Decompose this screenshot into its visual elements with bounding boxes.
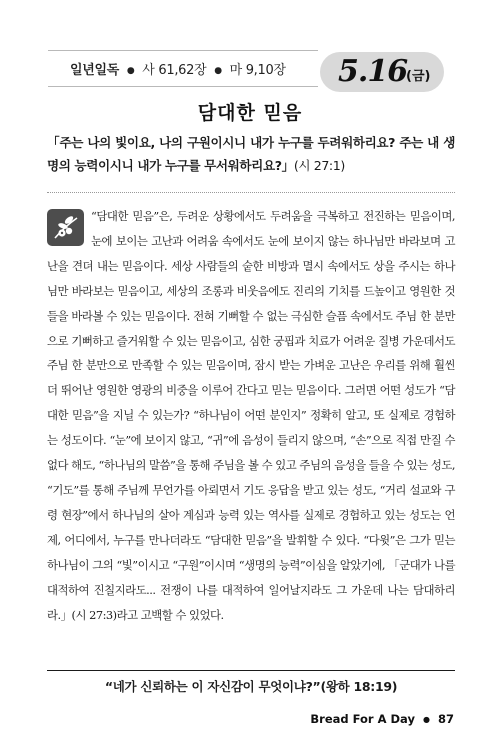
date-weekday: (금) — [406, 69, 431, 84]
bullet-icon: ● — [422, 715, 430, 724]
footer-quote: “네가 신뢰하는 이 자신감이 무엇이냐?”(왕하 18:19) — [104, 679, 398, 694]
key-verse — [47, 131, 455, 177]
key-verse-reference: (시 27:1) — [293, 158, 345, 173]
meditation-body: “담대한 믿음”은, 두려운 상황에서도 두려움을 극복하고 전진하는 믿음이며, 눈에 보이는 고난과 어려움 속에서도 눈에 보이지 않는 하나님만 바라보며 고난을 견뎌 내는 믿음이다. 세상 사람들의 숱한 비방과 멸시 속에서도 상을 주시는 하나님만 바라보는 믿음이고, 세상의 조롱과 비웃음에도 진리의 기치를 드높이고 영원한 것들을 바라볼 수 있는 믿음이다. 전혀 기뻐할 수 없는 극심한 슬픔 속에서도 주님 한 분만으로 기뻐하고 즐거워할 수 있는 믿음이고, 심한 궁핍과 치료가 어려운 질병 가운데서도 주님 한 분만으로 만족할 수 있는 믿음이며, 잠시 받는 가벼운 고난은 우리를 위해 훨씬 더 뛰어난 영원한 영광의 비중을 이루어 간다고 믿는 믿음이다. 그러면 어떤 성도가 “담대한 믿음”을 지닐 수 있는가? “하나님이 어떤 분인지” 정확히 알고, 또 실제로 경험하는 성도이다. “눈”에 보이지 않고, “귀”에 음성이 들리지 않으며, “손”으로 직접 만질 수 없다 해도, “하나님의 말씀”을 통해 주님을 볼 수 있고 주님의 음성을 들을 수 있는 성도, “기도”를 통해 주님께 무언가를 아뢰면서 기도 응답을 받고 있는 성도, “거리 설교와 구령 현장”에서 하나님의 살아 계심과 능력 있는 역사를 실제로 경험하고 있는 성도는 언제, 어디에서, 누구를 만나더라도 “담대한 믿음”을 발휘할 수 있다. “다윗”은 그가 믿는 하나님이 그의 “빛”이시고 “구원”이시며 “생명의 능력”이심을 알았기에, 「군대가 나를 대적하여 진칠지라도... 전쟁이 나를 대적하여 일어날지라도 그 가운데 나는 담대하리라.」(시 27:3)라고 고백할 수 있었다. — [47, 209, 455, 622]
daily-reading — [70, 59, 286, 78]
reading-label: 일년일독 — [70, 63, 120, 78]
date-number: 5.16 — [338, 54, 408, 89]
key-verse-text: 「주는 나의 빛이요, 나의 구원이시니 내가 누구를 두려워하리요? 주는 내 생명의 능력이시니 내가 누구를 무서워하리요?」 — [47, 135, 455, 173]
header-top-rule — [48, 50, 318, 51]
page-number: 87 — [437, 712, 454, 726]
date-badge — [320, 52, 444, 92]
page-footer — [310, 712, 454, 726]
dotted-divider — [47, 192, 455, 193]
book-title: Bread For A Day — [310, 712, 415, 726]
bullet-icon: ● — [126, 66, 135, 76]
header-bottom-rule — [48, 86, 318, 87]
reading-passage-2: 마 9,10장 — [229, 63, 286, 78]
reading-passage-1: 사 61,62장 — [142, 63, 207, 78]
olive-branch-icon — [47, 209, 84, 246]
page-title: 담대한 믿음 — [197, 102, 303, 124]
bullet-icon: ● — [214, 66, 222, 76]
footer-rule — [47, 670, 455, 671]
olive-branch-icon-graphic — [47, 209, 84, 246]
